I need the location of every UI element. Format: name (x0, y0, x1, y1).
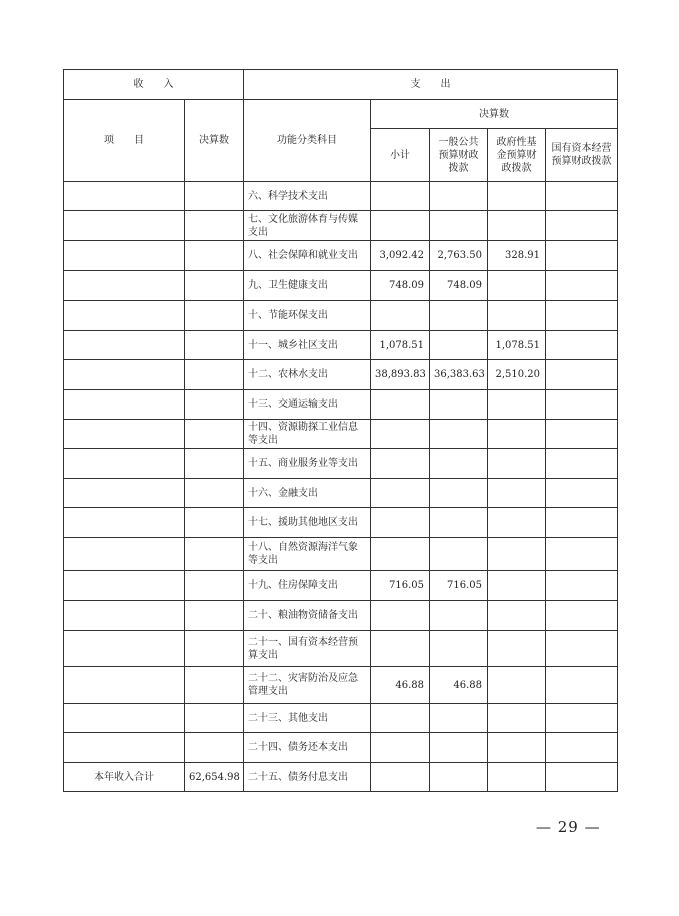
table-row (64, 182, 618, 211)
table-row (64, 449, 618, 479)
income-amount-cell (185, 449, 244, 479)
income-amount-cell (185, 211, 244, 241)
category-cell: 二十二、灾害防治及应急管理支出 (244, 667, 371, 704)
state-capital-cell (546, 420, 618, 449)
gov-fund-cell (488, 182, 546, 211)
gov-fund-cell (488, 508, 546, 538)
state-capital-cell (546, 241, 618, 271)
state-capital-cell (546, 211, 618, 241)
table-row (64, 601, 618, 631)
gov-fund-cell (488, 271, 546, 301)
income-item-cell (64, 301, 185, 331)
table-row (64, 390, 618, 420)
income-amount-cell: 62,654.98 (185, 763, 244, 792)
category-cell: 二十一、国有资本经营预算支出 (244, 631, 371, 667)
table-row (64, 420, 618, 449)
subtotal-cell (371, 763, 430, 792)
income-item-cell (64, 182, 185, 211)
general-budget-cell (430, 449, 488, 479)
state-capital-cell (546, 449, 618, 479)
state-capital-cell (546, 331, 618, 360)
general-budget-header: 一般公共预算财政拨款 (430, 129, 488, 182)
gov-fund-cell (488, 449, 546, 479)
income-item-cell (64, 360, 185, 390)
gov-fund-cell (488, 479, 546, 508)
state-capital-cell (546, 763, 618, 792)
table-row (64, 538, 618, 571)
subtotal-cell (371, 508, 430, 538)
state-capital-cell (546, 631, 618, 667)
general-budget-cell (430, 631, 488, 667)
gov-fund-cell (488, 667, 546, 704)
income-item-cell (64, 601, 185, 631)
gov-fund-cell (488, 763, 546, 792)
gov-fund-cell (488, 390, 546, 420)
general-budget-cell: 46.88 (430, 667, 488, 704)
category-cell: 二十、粮油物资储备支出 (244, 601, 371, 631)
income-item-cell (64, 331, 185, 360)
table-row (64, 479, 618, 508)
state-capital-cell (546, 571, 618, 601)
category-cell: 十、节能环保支出 (244, 301, 371, 331)
state-capital-cell (546, 667, 618, 704)
general-budget-cell (430, 763, 488, 792)
income-amount-cell (185, 241, 244, 271)
gov-fund-cell: 2,510.20 (488, 360, 546, 390)
income-amount-cell (185, 508, 244, 538)
income-amount-cell (185, 420, 244, 449)
table-row (64, 763, 618, 792)
subtotal-cell (371, 631, 430, 667)
income-item-cell (64, 449, 185, 479)
subtotal-cell (371, 601, 430, 631)
category-cell: 十四、资源勘探工业信息等支出 (244, 420, 371, 449)
table-row (64, 211, 618, 241)
table-row (64, 733, 618, 763)
general-budget-cell (430, 508, 488, 538)
gov-fund-cell (488, 301, 546, 331)
subtotal-cell (371, 449, 430, 479)
subtotal-cell (371, 479, 430, 508)
category-cell: 十八、自然资源海洋气象等支出 (244, 538, 371, 571)
general-budget-cell (430, 211, 488, 241)
subtotal-header: 小计 (371, 129, 430, 182)
final-amount-header: 决算数 (185, 100, 244, 182)
income-amount-cell (185, 271, 244, 301)
income-item-cell (64, 571, 185, 601)
table-row (64, 667, 618, 704)
category-cell: 十一、城乡社区支出 (244, 331, 371, 360)
subtotal-cell (371, 211, 430, 241)
table-row (64, 704, 618, 733)
table-row (64, 271, 618, 301)
subtotal-cell (371, 704, 430, 733)
gov-fund-cell (488, 571, 546, 601)
state-capital-cell (546, 479, 618, 508)
income-amount-cell (185, 301, 244, 331)
general-budget-cell: 2,763.50 (430, 241, 488, 271)
income-item-cell (64, 704, 185, 733)
general-budget-cell: 716.05 (430, 571, 488, 601)
category-cell: 十六、金融支出 (244, 479, 371, 508)
income-amount-cell (185, 571, 244, 601)
general-budget-cell (430, 601, 488, 631)
subtotal-cell (371, 538, 430, 571)
subtotal-cell: 3,092.42 (371, 241, 430, 271)
state-capital-cell (546, 182, 618, 211)
general-budget-cell (430, 420, 488, 449)
income-amount-cell (185, 479, 244, 508)
gov-fund-cell (488, 538, 546, 571)
income-header: 收 入 (64, 70, 244, 100)
general-budget-cell (430, 733, 488, 763)
income-item-cell (64, 211, 185, 241)
gov-fund-cell (488, 420, 546, 449)
state-capital-cell (546, 601, 618, 631)
income-amount-cell (185, 667, 244, 704)
gov-fund-budget-header: 政府性基金预算财政拨款 (488, 129, 546, 182)
general-budget-cell: 36,383.63 (430, 360, 488, 390)
gov-fund-cell: 328.91 (488, 241, 546, 271)
category-cell: 十二、农林水支出 (244, 360, 371, 390)
general-budget-cell (430, 331, 488, 360)
income-item-cell (64, 508, 185, 538)
item-header: 项 目 (64, 100, 185, 182)
table-row (64, 508, 618, 538)
income-amount-cell (185, 182, 244, 211)
table-row (64, 571, 618, 601)
income-item-cell (64, 479, 185, 508)
category-cell: 十九、住房保障支出 (244, 571, 371, 601)
subtotal-cell: 46.88 (371, 667, 430, 704)
subtotal-cell: 748.09 (371, 271, 430, 301)
gov-fund-cell (488, 601, 546, 631)
state-capital-cell (546, 271, 618, 301)
function-category-header: 功能分类科目 (244, 100, 371, 182)
subtotal-cell (371, 301, 430, 331)
state-capital-cell (546, 538, 618, 571)
category-cell: 十五、商业服务业等支出 (244, 449, 371, 479)
income-amount-cell (185, 733, 244, 763)
income-item-cell (64, 271, 185, 301)
category-cell: 二十三、其他支出 (244, 704, 371, 733)
table-row (64, 301, 618, 331)
category-cell: 八、社会保障和就业支出 (244, 241, 371, 271)
state-capital-cell (546, 733, 618, 763)
subtotal-cell (371, 733, 430, 763)
income-item-cell: 本年收入合计 (64, 763, 185, 792)
subtotal-cell: 1,078.51 (371, 331, 430, 360)
income-item-cell (64, 420, 185, 449)
income-amount-cell (185, 331, 244, 360)
subtotal-cell: 38,893.83 (371, 360, 430, 390)
state-capital-cell (546, 301, 618, 331)
expenditure-header: 支 出 (244, 70, 618, 100)
general-budget-cell (430, 538, 488, 571)
income-amount-cell (185, 538, 244, 571)
category-cell: 十七、援助其他地区支出 (244, 508, 371, 538)
general-budget-cell (430, 301, 488, 331)
table-row (64, 241, 618, 271)
income-item-cell (64, 733, 185, 763)
table-row (64, 631, 618, 667)
general-budget-cell (430, 390, 488, 420)
gov-fund-cell (488, 211, 546, 241)
income-amount-cell (185, 390, 244, 420)
state-capital-cell (546, 508, 618, 538)
state-capital-cell (546, 360, 618, 390)
final-amount-group-header: 决算数 (371, 100, 618, 129)
income-item-cell (64, 631, 185, 667)
page-number: — 29 — (536, 818, 601, 836)
general-budget-cell (430, 479, 488, 508)
state-capital-budget-header: 国有资本经营预算财政拨款 (546, 129, 618, 182)
subtotal-cell (371, 182, 430, 211)
gov-fund-cell (488, 704, 546, 733)
category-cell: 二十五、债务付息支出 (244, 763, 371, 792)
income-item-cell (64, 241, 185, 271)
gov-fund-cell: 1,078.51 (488, 331, 546, 360)
subtotal-cell: 716.05 (371, 571, 430, 601)
table-row (64, 331, 618, 360)
income-amount-cell (185, 360, 244, 390)
general-budget-cell: 748.09 (430, 271, 488, 301)
income-amount-cell (185, 631, 244, 667)
state-capital-cell (546, 704, 618, 733)
category-cell: 二十四、债务还本支出 (244, 733, 371, 763)
category-cell: 九、卫生健康支出 (244, 271, 371, 301)
category-cell: 十三、交通运输支出 (244, 390, 371, 420)
income-item-cell (64, 390, 185, 420)
category-cell: 六、科学技术支出 (244, 182, 371, 211)
final-accounts-table (63, 69, 618, 792)
category-cell: 七、文化旅游体育与传媒支出 (244, 211, 371, 241)
general-budget-cell (430, 182, 488, 211)
gov-fund-cell (488, 733, 546, 763)
income-amount-cell (185, 704, 244, 733)
gov-fund-cell (488, 631, 546, 667)
table-row (64, 360, 618, 390)
income-item-cell (64, 538, 185, 571)
income-amount-cell (185, 601, 244, 631)
income-item-cell (64, 667, 185, 704)
subtotal-cell (371, 390, 430, 420)
general-budget-cell (430, 704, 488, 733)
state-capital-cell (546, 390, 618, 420)
subtotal-cell (371, 420, 430, 449)
